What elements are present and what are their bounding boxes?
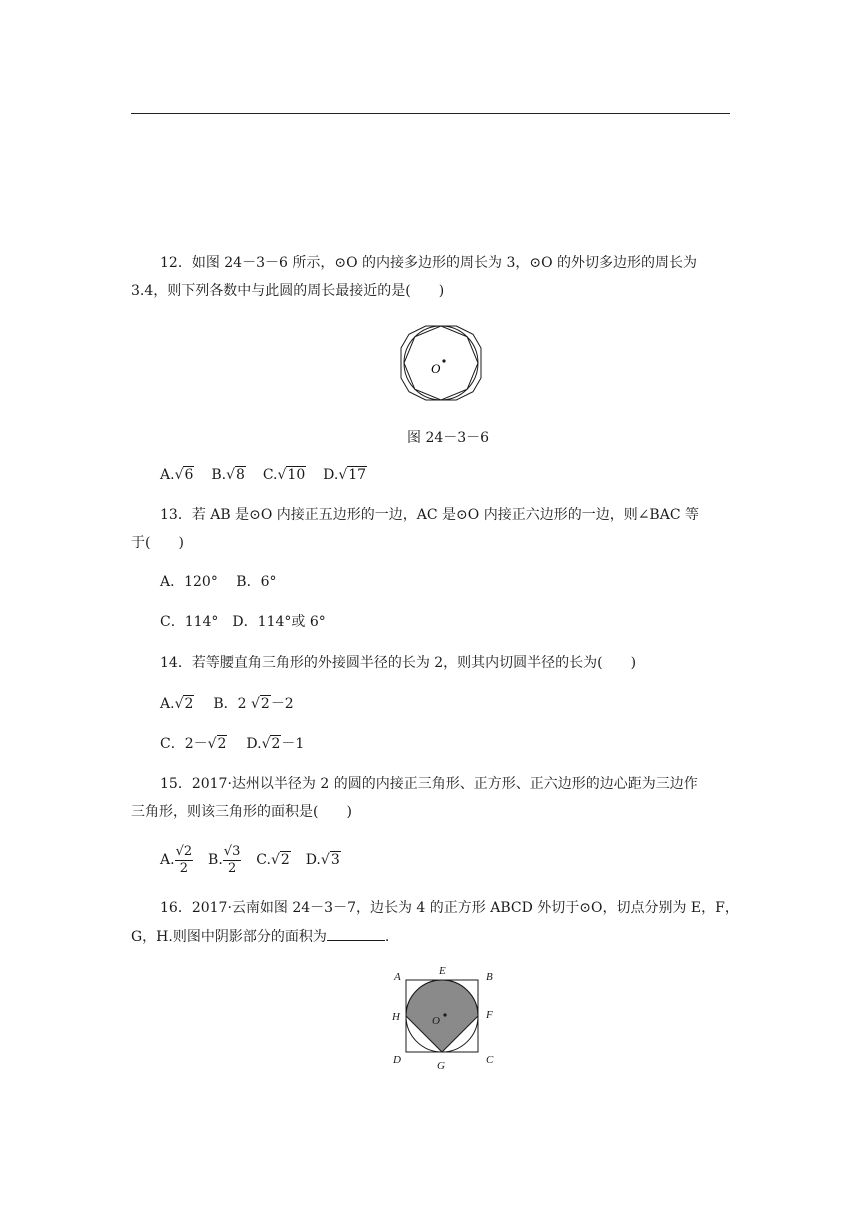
label-b: B: [486, 971, 493, 983]
label-g: G: [437, 1060, 445, 1072]
q13-line2: 于( ): [131, 535, 184, 551]
label-o: O: [432, 1015, 440, 1027]
q12-options: A.√6 B.√8 C.√10 D.√17: [160, 467, 367, 483]
circumscribed-octagon: [401, 326, 481, 400]
q13-options-row2: C．114° D．114°或 6°: [160, 614, 326, 630]
polygon-circle-figure: [396, 317, 486, 407]
q12-line2: 3.4，则下列各数中与此圆的周长最接近的是( ): [131, 283, 445, 299]
figure-caption-24-3-6: 图 24－3－6: [407, 430, 490, 446]
label-c: C: [486, 1054, 494, 1066]
q14-line1: 14．若等腰直角三角形的外接圆半径的长为 2，则其内切圆半径的长为( ): [160, 655, 637, 671]
q16-line1: 16．2017·云南如图 24－3－7，边长为 4 的正方形 ABCD 外切于⊙O，切点分别为 E，F，: [160, 900, 739, 916]
q14-options-row2: C．2－√2 D.√2－1: [160, 736, 305, 752]
q15-options: A. $\frac{√2}{2}$ B. $\frac{√3}{2}$ C.√2 D.√3: [160, 843, 340, 876]
answer-blank: [327, 926, 385, 941]
label-h: H: [392, 1011, 400, 1023]
q16-line2: G，H.则图中阴影部分的面积为 .: [131, 926, 389, 947]
q15-line2: 三角形，则该三角形的面积是( ): [131, 804, 352, 820]
square-circle-figure: [388, 962, 508, 1074]
center-dot: [443, 1013, 446, 1016]
label-d: D: [393, 1054, 401, 1066]
center-label-o: O: [431, 361, 441, 376]
q13-options-row1: A．120° B．6°: [160, 574, 277, 590]
label-f: F: [486, 1009, 493, 1021]
label-a: A: [394, 971, 401, 983]
q15-line1: 15．2017·达州以半径为 2 的圆的内接正三角形、正方形、正六边形的边心距为三边作: [160, 776, 698, 792]
header-rule: [131, 113, 730, 114]
q13-line1: 13．若 AB 是⊙O 内接正五边形的一边，AC 是⊙O 内接正六边形的一边，则∠BAC 等: [160, 507, 699, 523]
q12-line1: 12．如图 24－3－6 所示，⊙O 的内接多边形的周长为 3，⊙O 的外切多边形的周长为: [160, 255, 698, 271]
q14-options-row1: A.√2 B．2 √2－2: [160, 696, 294, 712]
inscribed-octagon: [404, 326, 478, 400]
center-dot: [442, 359, 445, 362]
label-e: E: [439, 965, 446, 977]
